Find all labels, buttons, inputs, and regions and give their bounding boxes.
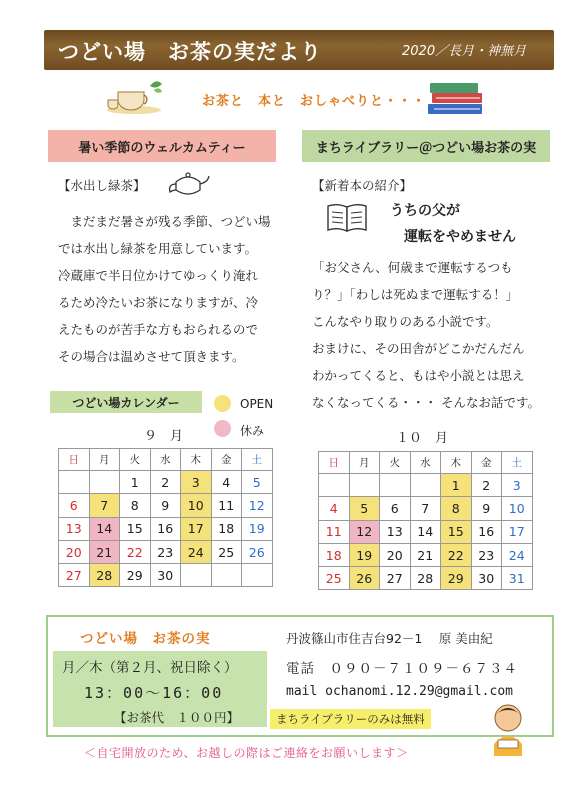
weekday-cell: 火 — [380, 452, 411, 474]
calendar-day-cell — [319, 474, 350, 497]
cold-brew-label: 【水出し緑茶】 — [58, 178, 146, 193]
calendar-day-cell: 30 — [150, 564, 181, 587]
book-title: うちの父が 運転をやめません — [390, 203, 516, 245]
open-hours: 13：00～16：00 — [84, 684, 224, 702]
email-address: mail ochanomi.12.29@gmail.com — [286, 684, 513, 699]
calendar-day-cell: 19 — [242, 517, 273, 540]
calendar-day-cell: 4 — [211, 471, 242, 494]
weekday-cell: 火 — [120, 449, 151, 471]
calendar-week-row — [319, 543, 533, 566]
calendar-day-cell — [211, 564, 242, 587]
calendar-week-row — [59, 564, 273, 587]
calendar-day-cell: 17 — [181, 517, 212, 540]
weekday-cell: 水 — [410, 452, 441, 474]
calendar-day-cell: 1 — [441, 474, 472, 497]
calendar-day-cell: 12 — [349, 520, 380, 543]
calendar-title: つどい場カレンダー — [50, 391, 202, 413]
weekday-cell: 土 — [502, 452, 533, 474]
calendar-day-cell: 16 — [471, 520, 502, 543]
calendar-day-cell: 11 — [211, 494, 242, 517]
weekday-cell: 土 — [242, 449, 273, 471]
calendar-day-cell: 14 — [410, 520, 441, 543]
address: 丹波篠山市住吉台92－1 原 美由紀 — [286, 631, 493, 646]
calendar-day-cell: 2 — [471, 474, 502, 497]
calendar-day-cell: 5 — [349, 497, 380, 520]
issue-date: 2020／長月・神無月 — [402, 44, 527, 59]
calendar-day-cell: 11 — [319, 520, 350, 543]
newsletter-title: つどい場 お茶の実だより — [58, 40, 322, 64]
open-legend-label: OPEN — [240, 397, 274, 411]
calendar-week-row — [59, 494, 273, 517]
weekday-cell: 金 — [211, 449, 242, 471]
calendar-day-cell: 19 — [349, 543, 380, 566]
weekday-cell: 木 — [441, 452, 472, 474]
welcome-tea-text: まだまだ暑さが残る季節、つどい場 では水出し緑茶を用意しています。 冷蔵庫で半日位かけてゆっくり淹れ るため冷たいお茶になりますが、冷 えたものが苦手な方もおられるので その場合は温めさせて頂きます。 — [58, 214, 271, 364]
calendar-day-cell: 2 — [150, 471, 181, 494]
calendar-day-cell: 3 — [181, 471, 212, 494]
calendar-day-cell: 24 — [502, 543, 533, 566]
calendar-day-cell: 31 — [502, 567, 533, 590]
calendar-week-row — [319, 520, 533, 543]
calendar-day-cell: 10 — [502, 497, 533, 520]
calendar-day-cell: 9 — [471, 497, 502, 520]
calendar-day-cell: 6 — [380, 497, 411, 520]
calendar-day-cell: 13 — [380, 520, 411, 543]
calendar-day-cell: 16 — [150, 517, 181, 540]
calendar-day-cell: 18 — [319, 543, 350, 566]
weekday-row — [319, 452, 533, 474]
calendar-week-row — [319, 497, 533, 520]
calendar-day-cell: 8 — [441, 497, 472, 520]
library-free-note: まちライブラリーのみは無料 — [270, 709, 431, 729]
open-book-icon — [326, 202, 368, 234]
tea-fee: 【お茶代 １００円】 — [114, 710, 240, 725]
weekday-cell: 月 — [349, 452, 380, 474]
library-heading: まちライブラリー＠つどい場お茶の実 — [302, 130, 550, 162]
calendar-day-cell: 18 — [211, 517, 242, 540]
calendar-day-cell: 27 — [380, 567, 411, 590]
calendar-day-cell: 23 — [471, 543, 502, 566]
calendar-day-cell: 4 — [319, 497, 350, 520]
weekday-cell: 月 — [89, 449, 120, 471]
closed-legend-swatch — [214, 420, 231, 437]
calendar-day-cell — [89, 471, 120, 494]
weekday-cell: 水 — [150, 449, 181, 471]
weekday-cell: 金 — [471, 452, 502, 474]
calendar-day-cell: 29 — [120, 564, 151, 587]
calendar-day-cell — [410, 474, 441, 497]
calendar-day-cell — [242, 564, 273, 587]
calendar-day-cell: 25 — [319, 567, 350, 590]
calendar-day-cell: 21 — [410, 543, 441, 566]
teacup-icon — [104, 76, 164, 116]
calendar-day-cell: 21 — [89, 540, 120, 563]
calendar-day-cell — [181, 564, 212, 587]
calendar-day-cell: 7 — [89, 494, 120, 517]
open-days: 月／木（第２月、祝日除く） — [62, 660, 238, 676]
weekday-cell: 木 — [181, 449, 212, 471]
calendar-day-cell: 25 — [211, 540, 242, 563]
calendar-day-cell: 29 — [441, 567, 472, 590]
calendar-week-row — [319, 474, 533, 497]
welcome-tea-heading: 暑い季節のウェルカムティー — [48, 130, 276, 162]
weekday-cell: 日 — [59, 449, 90, 471]
calendar-week-row — [59, 517, 273, 540]
open-legend-swatch — [214, 395, 231, 412]
calendar-day-cell: 23 — [150, 540, 181, 563]
calendar-day-cell: 26 — [349, 567, 380, 590]
calendar-day-cell — [380, 474, 411, 497]
weekday-cell: 日 — [319, 452, 350, 474]
weekday-row — [59, 449, 273, 471]
tagline: お茶と 本と おしゃべりと・・・ — [202, 94, 427, 109]
calendar-day-cell: 20 — [59, 540, 90, 563]
calendar-day-cell: 28 — [410, 567, 441, 590]
calendar-day-cell: 12 — [242, 494, 273, 517]
closed-legend-label: 休み — [240, 424, 265, 438]
books-icon — [424, 78, 488, 118]
calendar-week-row — [59, 540, 273, 563]
calendar-day-cell: 26 — [242, 540, 273, 563]
new-books-label: 【新着本の紹介】 — [312, 178, 413, 193]
calendar-day-cell: 6 — [59, 494, 90, 517]
calendar-day-cell: 8 — [120, 494, 151, 517]
calendar-day-cell: 28 — [89, 564, 120, 587]
calendar-day-cell: 30 — [471, 567, 502, 590]
calendar-day-cell: 7 — [410, 497, 441, 520]
venue-name: つどい場 お茶の実 — [80, 631, 211, 647]
calendar-day-cell: 5 — [242, 471, 273, 494]
calendar-day-cell: 17 — [502, 520, 533, 543]
calendar-day-cell: 22 — [441, 543, 472, 566]
calendar-day-cell: 9 — [150, 494, 181, 517]
september-calendar — [58, 448, 273, 587]
calendar-week-row — [59, 471, 273, 494]
visit-notice: ＜自宅開放のため、お越しの際はご連絡をお願いします＞ — [84, 746, 409, 760]
calendar-week-row — [319, 567, 533, 590]
calendar-day-cell: 15 — [441, 520, 472, 543]
calendar-day-cell: 20 — [380, 543, 411, 566]
calendar-day-cell: 13 — [59, 517, 90, 540]
calendar-day-cell — [59, 471, 90, 494]
calendar-day-cell: 14 — [89, 517, 120, 540]
calendar-day-cell: 24 — [181, 540, 212, 563]
child-reading-icon — [484, 700, 532, 760]
october-label: １０ 月 — [396, 431, 449, 446]
calendar-day-cell: 3 — [502, 474, 533, 497]
calendar-day-cell: 15 — [120, 517, 151, 540]
teapot-icon — [166, 170, 210, 200]
calendar-day-cell: 27 — [59, 564, 90, 587]
calendar-day-cell: 1 — [120, 471, 151, 494]
calendar-day-cell: 10 — [181, 494, 212, 517]
calendar-day-cell — [349, 474, 380, 497]
calendar-day-cell: 22 — [120, 540, 151, 563]
october-calendar — [318, 451, 533, 590]
book-description: 「お父さん、何歳まで運転するつも り？」「わしは死ぬまで運転する！」 こんなやり取りのある小説です。 おまけに、その田舎がどこかだんだん わかってくると、もはや小説とは思え なくなってくる・・・ そんなお話です。 — [312, 260, 540, 410]
phone-number: 電話 ０９０－７１０９－６７３４ — [286, 661, 518, 677]
september-label: ９ 月 — [144, 429, 184, 444]
